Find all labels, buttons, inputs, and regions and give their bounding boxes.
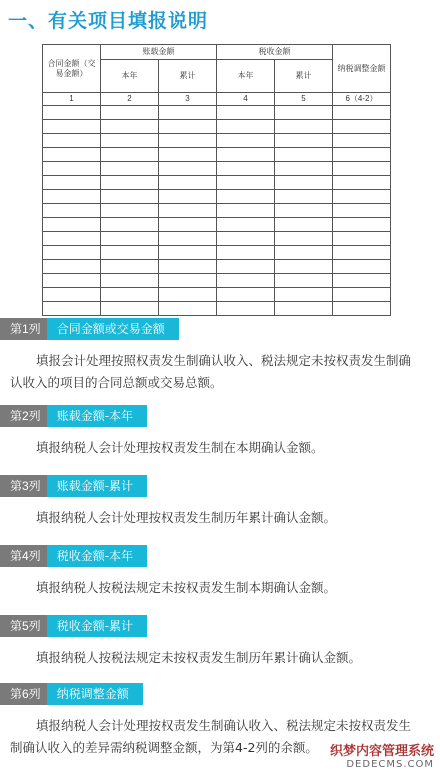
table-cell: [159, 302, 217, 316]
section-col5: [0, 615, 440, 669]
table-cell: [217, 190, 275, 204]
table-cell: [43, 288, 101, 302]
table-cell: [333, 260, 391, 274]
table-row: [43, 106, 391, 120]
table-cell: [159, 204, 217, 218]
table-cell: [101, 204, 159, 218]
table-cell: [275, 218, 333, 232]
section-title: 纳税调整金额: [47, 683, 143, 705]
table-cell: [217, 204, 275, 218]
table-cell: [101, 134, 159, 148]
section-col2: [0, 405, 440, 459]
book-amount-header: 账载金额: [101, 45, 217, 60]
section-number: 第4列: [0, 545, 47, 567]
table-cell: [333, 162, 391, 176]
table-cell: [217, 246, 275, 260]
table-row: [43, 288, 391, 302]
table-cell: [101, 176, 159, 190]
section-title: 税收金额-累计: [47, 615, 147, 637]
col-num-5: 5: [275, 93, 333, 106]
col-num-2: 2: [101, 93, 159, 106]
section-tag: [0, 683, 440, 705]
table-cell: [333, 218, 391, 232]
col1-header: 合同金额（交易金额）: [43, 45, 101, 93]
table-cell: [43, 232, 101, 246]
watermark-domain: DEDECMS.COM: [346, 759, 434, 770]
table-cell: [275, 246, 333, 260]
section-title: 合同金额或交易金额: [47, 318, 179, 340]
table-row: [43, 134, 391, 148]
table-cell: [159, 148, 217, 162]
table-cell: [275, 162, 333, 176]
table-cell: [217, 232, 275, 246]
table-cell: [43, 190, 101, 204]
table-cell: [275, 148, 333, 162]
table-cell: [275, 176, 333, 190]
table-cell: [333, 302, 391, 316]
table-cell: [333, 190, 391, 204]
section-description: 填报纳税人按税法规定未按权责发生制本期确认金额。: [36, 580, 337, 595]
watermark-title: 织梦内容管理系统: [329, 744, 434, 759]
table-cell: [275, 204, 333, 218]
table-row: [43, 274, 391, 288]
report-form-table: [42, 44, 391, 316]
table-cell: [333, 204, 391, 218]
section-title: 账载金额-累计: [47, 475, 147, 497]
section-number: 第3列: [0, 475, 47, 497]
table-cell: [159, 218, 217, 232]
section-title: 账载金额-本年: [47, 405, 147, 427]
table-cell: [43, 106, 101, 120]
table-cell: [217, 176, 275, 190]
table-cell: [217, 260, 275, 274]
table-cell: [101, 148, 159, 162]
table-row: [43, 246, 391, 260]
section-tag: [0, 615, 440, 637]
table-cell: [43, 218, 101, 232]
table-cell: [217, 106, 275, 120]
table-cell: [101, 260, 159, 274]
table-cell: [159, 274, 217, 288]
table-cell: [101, 302, 159, 316]
table-cell: [43, 246, 101, 260]
section-col3: [0, 475, 440, 529]
col3-subheader: 累计: [159, 60, 217, 93]
table-cell: [101, 218, 159, 232]
table-cell: [333, 246, 391, 260]
section-tag: [0, 405, 440, 427]
col5-subheader: 累计: [275, 60, 333, 93]
section-tag: [0, 475, 440, 497]
table-row: [43, 218, 391, 232]
table-cell: [275, 190, 333, 204]
col4-subheader: 本年: [217, 60, 275, 93]
table-cell: [217, 162, 275, 176]
table-cell: [101, 106, 159, 120]
table-cell: [43, 260, 101, 274]
section-title: 税收金额-本年: [47, 545, 147, 567]
table-cell: [43, 134, 101, 148]
table-cell: [101, 288, 159, 302]
table-cell: [101, 232, 159, 246]
table-cell: [333, 148, 391, 162]
table-cell: [101, 190, 159, 204]
table-cell: [333, 106, 391, 120]
page-heading: 一、有关项目填报说明: [8, 10, 209, 32]
table-cell: [333, 176, 391, 190]
table-cell: [217, 148, 275, 162]
table-cell: [275, 274, 333, 288]
section-description: 填报纳税人按税法规定未按权责发生制历年累计确认金额。: [36, 650, 362, 665]
table-cell: [43, 204, 101, 218]
table-row: [43, 204, 391, 218]
table-row: [43, 190, 391, 204]
table-cell: [159, 246, 217, 260]
col-num-1: 1: [43, 93, 101, 106]
table-cell: [159, 106, 217, 120]
table-row: [43, 260, 391, 274]
table-cell: [43, 120, 101, 134]
table-row: [43, 162, 391, 176]
col6-header: 纳税调整金额: [333, 45, 391, 93]
section-col4: [0, 545, 440, 599]
table-row: [43, 232, 391, 246]
table-cell: [275, 260, 333, 274]
table-cell: [217, 302, 275, 316]
table-cell: [333, 288, 391, 302]
section-description: 填报纳税人会计处理按权责发生制历年累计确认金额。: [36, 510, 337, 525]
section-number: 第6列: [0, 683, 47, 705]
site-watermark: [330, 740, 434, 770]
table-cell: [275, 232, 333, 246]
table-cell: [159, 232, 217, 246]
table-cell: [275, 106, 333, 120]
table-cell: [43, 148, 101, 162]
section-description: 填报会计处理按照权责发生制确认收入、税法规定未按权责发生制确 认收入的项目的合同总额或交易总额。: [10, 353, 412, 390]
table-cell: [43, 162, 101, 176]
section-description: 填报纳税人会计处理按权责发生制在本期确认金额。: [36, 440, 324, 455]
table-cell: [275, 120, 333, 134]
col-num-4: 4: [217, 93, 275, 106]
tax-amount-header: 税收金额: [217, 45, 333, 60]
col-num-6: 6（4-2）: [333, 93, 391, 106]
table-cell: [43, 302, 101, 316]
section-col1: [0, 318, 440, 394]
table-cell: [217, 288, 275, 302]
section-tag: [0, 545, 440, 567]
table-cell: [159, 162, 217, 176]
table-row: [43, 120, 391, 134]
table-row: [43, 176, 391, 190]
section-number: 第5列: [0, 615, 47, 637]
table-cell: [43, 176, 101, 190]
table-cell: [159, 288, 217, 302]
col-num-3: 3: [159, 93, 217, 106]
table-cell: [101, 162, 159, 176]
table-cell: [217, 120, 275, 134]
table-cell: [333, 274, 391, 288]
table-cell: [159, 260, 217, 274]
section-description: 填报纳税人会计处理按权责发生制确认收入、税法规定未按权责发生 制确认收入的差异需纳税调整金额，为第4-2列的余额。: [10, 718, 412, 755]
table-cell: [217, 218, 275, 232]
section-tag: [0, 318, 440, 340]
table-row: [43, 302, 391, 316]
table-cell: [43, 274, 101, 288]
table-cell: [275, 288, 333, 302]
section-number: 第1列: [0, 318, 47, 340]
table-cell: [101, 274, 159, 288]
section-number: 第2列: [0, 405, 47, 427]
table-cell: [333, 232, 391, 246]
table-cell: [217, 274, 275, 288]
table-cell: [159, 120, 217, 134]
table-cell: [217, 134, 275, 148]
table-cell: [159, 190, 217, 204]
table-cell: [101, 120, 159, 134]
table-row: [43, 148, 391, 162]
col2-subheader: 本年: [101, 60, 159, 93]
table-cell: [275, 302, 333, 316]
table-cell: [159, 134, 217, 148]
table-cell: [333, 120, 391, 134]
table-cell: [275, 134, 333, 148]
table-cell: [333, 134, 391, 148]
table-cell: [159, 176, 217, 190]
table-cell: [101, 246, 159, 260]
